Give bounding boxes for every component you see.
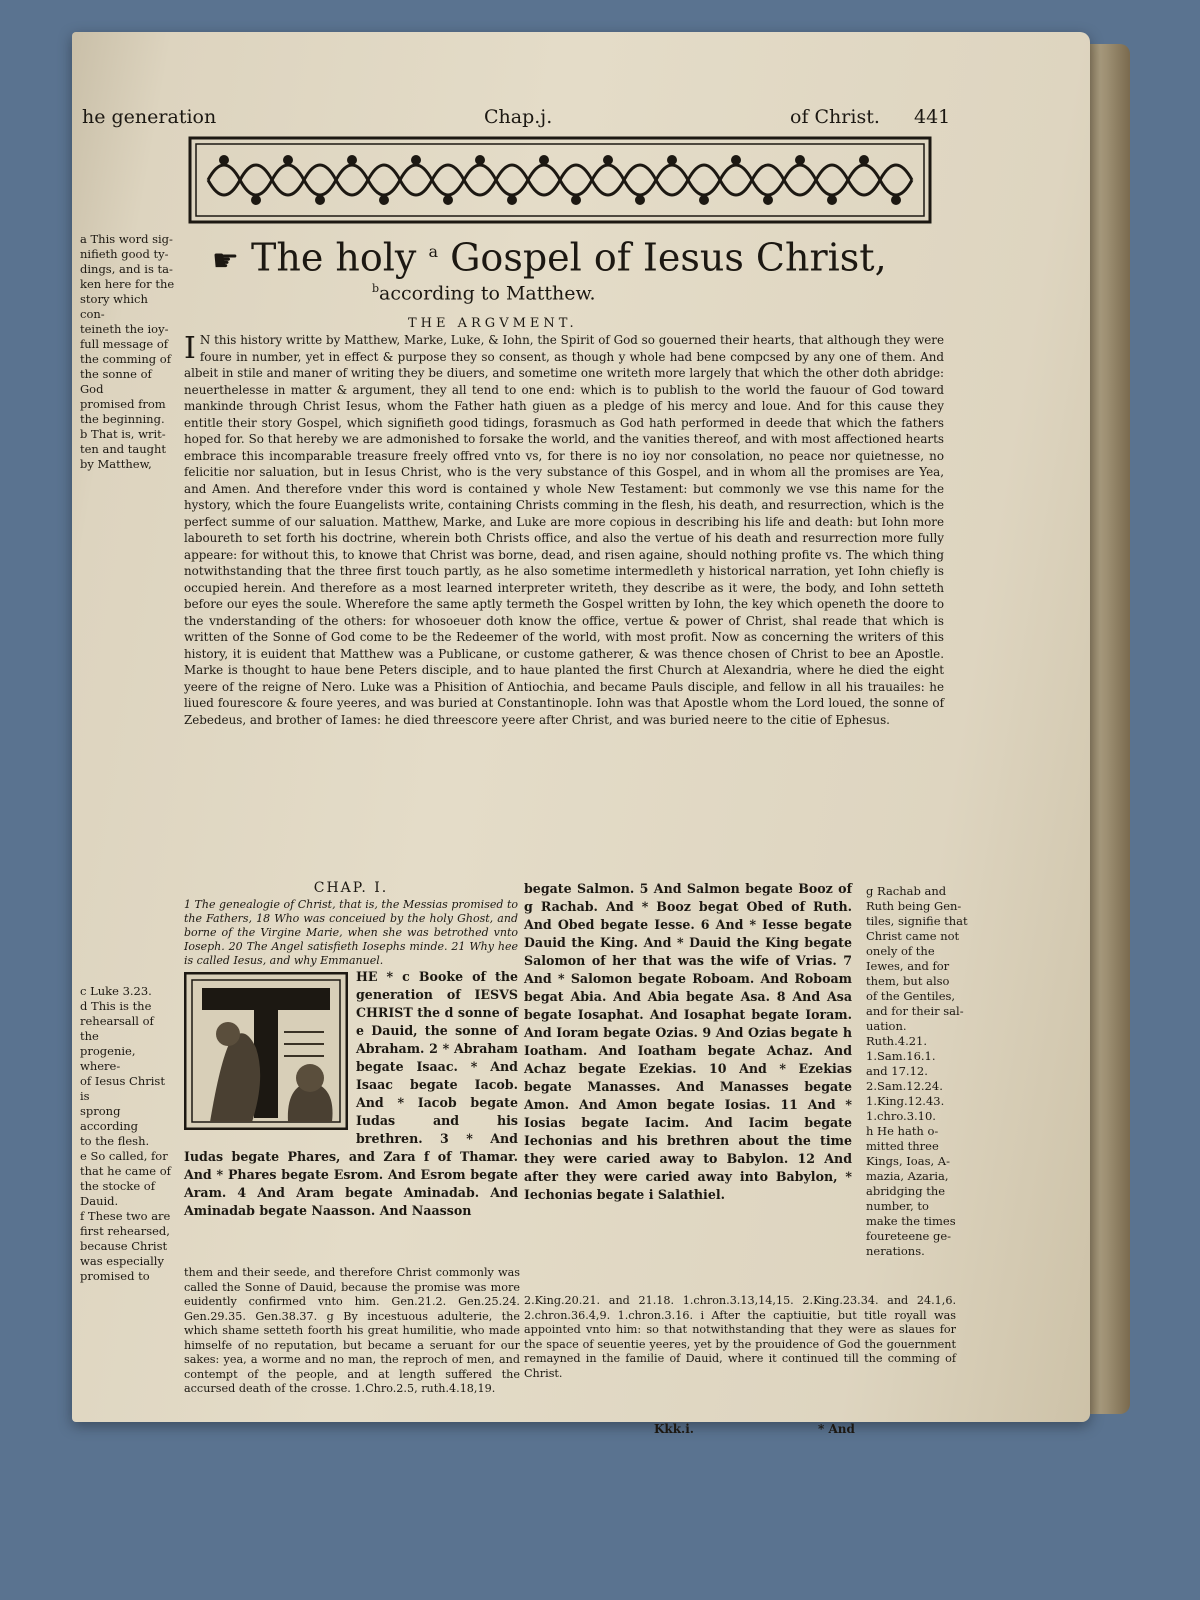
margin-note-line: them, but also: [866, 974, 950, 988]
margin-note-line: of the Gentiles,: [866, 989, 956, 1003]
margin-note-line: mitted three: [866, 1139, 939, 1153]
folio-number: 441: [914, 106, 951, 128]
margin-note-line: the beginning.: [80, 412, 165, 426]
gospel-subtitle: [372, 282, 772, 304]
margin-note-line: tiles, signifie that: [866, 914, 968, 928]
pointing-hand-icon: ☛: [212, 243, 239, 279]
margin-note-line: promised from: [80, 397, 166, 411]
margin-note-line: dings, and is ta-: [80, 262, 173, 276]
margin-note-line: ken here for the: [80, 277, 175, 291]
chapter-verses-left: HE * c Booke of the generation of IESVS CHRIST the d sonne of e Dauid, the sonne of Abraham. 2 * Abraham begate Isaac. * And Isaac begate Iacob. And * Iacob begate Iudas and his brethren. 3 * And Iudas begate Phares, and Zara f of Thamar. And * Phares begate Esrom. And Esrom begate Aram. 4 And Aram begate Aminadab. And Aminadab begate Naasson. And Naasson: [184, 969, 518, 1218]
margin-note-line: d This is the: [80, 999, 152, 1013]
margin-note-line: onely of the: [866, 944, 935, 958]
margin-note-line: number, to: [866, 1199, 929, 1213]
margin-note-line: mazia, Azaria,: [866, 1169, 949, 1183]
running-head-right: of Christ.: [790, 106, 880, 128]
margin-note-line: make the times: [866, 1214, 956, 1228]
margin-note-line: teineth the ioy-: [80, 322, 169, 336]
margin-note-line: 1.King.12.43.: [866, 1094, 945, 1108]
text-column-right: [524, 880, 852, 1204]
margin-note-line: promised to: [80, 1269, 150, 1283]
margin-note-line: Iewes, and for: [866, 959, 950, 973]
margin-note-line: nifieth good ty-: [80, 247, 169, 261]
margin-note-line: and for their sal-: [866, 1004, 964, 1018]
margin-note-line: f These two are: [80, 1209, 171, 1223]
argument-body: [184, 332, 944, 728]
margin-note-line: was especially: [80, 1254, 164, 1268]
argument-text: N this history writte by Matthew, Marke, Luke, & Iohn, the Spirit of God so gouerned their hearts, that although they were foure in number, yet in effect & purpose they so consent, as though y whole had bene compcsed by any one of them. And albeit in stile and maner of writing they be diuers, and sometime one writeth more largely that which the other doth abridge: neuerthelesse in matter & argument, they all tend to one end: which is to publish to the world the fauour of God toward mankinde through Christ Iesus, whom the Father hath giuen as a pledge of his mercy and loue. And for this cause they entitle their story Gospel, which signifieth good tidings, forasmuch as God hath performed in deede that which the fathers hoped for. So that hereby we are admonished to forsake the world, and the vanities thereof, and with most affectioned hearts embrace this incomparable treasure freely offred vnto vs, for there is no ioy nor consolation, no peace nor quietnesse, no felicitie nor saluation, but in Iesus Christ, who is the very substance of this Gospel, and in whom all the promises are Yea, and Amen. And therefore vnder this word is contained y whole New Testament: but commonly we vse this name for the hystory, which the foure Euangelists write, containing Christs comming in the flesh, his death, and resurrection, which is the perfect summe of our saluation. Matthew, Marke, and Luke are more copious in describing his life and death: but Iohn more laboureth to set forth his doctrine, wherein both Christs office, and also the vertue of his death and resurrection more fully appeare: for without this, to knowe that Christ was borne, dead, and risen againe, should nothing profite vs. The which thing notwithstanding that the three first touch partly, as he also sometime intermedleth y historical narration, yet Iohn chiefly is occupied herein. And therefore as a most learned interpreter writeth, they describe as it were, the body, and Iohn setteth before our eyes the soule. Wherefore the same aptly termeth the Gospel written by Iohn, the key which openeth the doore to the vnderstanding of the others: for whosoeuer doth know the office, vertue & power of Christ, shal reade that which is written of the Sonne of God come to be the Redeemer of the world, with most profit. Now as concerning the writers of this history, it is euident that Matthew was a Publicane, or custome gatherer, & was thence chosen of Christ to bee an Apostle. Marke is thought to haue bene Peters disciple, and to haue planted the first Church at Alexandria, where he died the eight yeere of the reigne of Nero. Luke was a Phisition of Antiochia, and became Pauls disciple, and fellow in all his trauailes: he liued fourescore & foure yeeres, and was buried at Constantinople. Iohn was that Apostle whom the Lord loued, the sonne of Zebedeus, and brother of Iames: he died threescore yeere after Christ, and was buried neere to the citie of Ephesus.: [184, 333, 944, 727]
footnote-right: 2.King.20.21. and 21.18. 1.chron.3.13,14,15. 2.King.23.34. and 24.1,6. 2.chron.36.4,9. 1.chron.3.16. i After the captiuitie, but title royall was appointed vnto him: so that notwithstanding that they were as slaues for the space of seuentie yeeres, yet by the prouidence of God the gouernment remayned in the familie of Dauid, where it continued till the comming of Christ.: [524, 1294, 956, 1380]
footnote-left: them and their seede, and therefore Christ commonly was called the Sonne of Dauid, because the promise was more euidently confirmed vnto him. Gen.21.2. Gen.25.24. Gen.29.35. Gen.38.37. g By incestuous adulterie, the which shame setteth foorth his great humilitie, who made himselfe of no reputation, but became a seruant for our sakes: yea, a worme and no man, the reproch of men, and contempt of the people, and at length suffered the accursed death of the crosse. 1.Chro.2.5, ruth.4.18,19.: [184, 1266, 520, 1395]
margin-note-line: Ruth being Gen-: [866, 899, 962, 913]
running-head-chapter: Chap.j.: [484, 106, 553, 128]
margin-note-line: story which con-: [80, 292, 148, 321]
margin-note-line: a This word sig-: [80, 232, 173, 246]
catchword: * And: [818, 1422, 855, 1436]
margin-note-line: of Iesus Christ is: [80, 1074, 165, 1103]
margin-note-line: first rehearsed,: [80, 1224, 170, 1238]
margin-note-line: and 17.12.: [866, 1064, 928, 1078]
margin-note-line: 1.chro.3.10.: [866, 1109, 936, 1123]
signature-mark: Kkk.i.: [654, 1422, 694, 1436]
chapter-verses-right: begate Salmon. 5 And Salmon begate Booz of g Rachab. And * Booz begat Obed of Ruth. And Obed begate Iesse. 6 And * Iesse begate Dauid the King. And * Dauid the King begate Salomon of her that was the wife of Vrias. 7 And * Salomon begate Roboam. And Roboam begat Abia. And Abia begate Asa. 8 And Asa begate Iosaphat. And Iosaphat begate Ioram. And Ioram begate Ozias. 9 And Ozias begate h Ioatham. And Ioatham begate Achaz. And Achaz begate Ezekias. 10 And * Ezekias begate Manasses. And Manasses begate Amon. And Amon begate Iosias. 11 And * Iosias begate Iacim. And Iacim begate Iechonias and his brethren about the time they were caried away to Babylon. 12 And after they were caried away into Babylon, * Iechonias begate i Salathiel.: [524, 881, 852, 1202]
left-margin-notes-top: [80, 232, 176, 472]
margin-note-line: full message of: [80, 337, 169, 351]
margin-note-line: nerations.: [866, 1244, 925, 1258]
gospel-title: [212, 228, 932, 286]
margin-note-line: abridging the: [866, 1184, 946, 1198]
margin-note-line: g Rachab and: [866, 884, 947, 898]
chapter-summary: 1 The genealogie of Christ, that is, the Messias promised to the Fathers, 18 Who was conceiued by the holy Ghost, and borne of the Virgine Marie, when she was betrothed vnto Ioseph. 20 The Angel satisfieth Iosephs minde. 21 Why hee is called Iesus, and why Emmanuel.: [184, 898, 518, 967]
margin-note-line: foureteene ge-: [866, 1229, 952, 1243]
margin-note-line: the comming of: [80, 352, 171, 366]
chapter-heading: CHAP. I.: [313, 880, 389, 896]
margin-note-line: uation.: [866, 1019, 907, 1033]
subtitle-note-mark: b: [372, 282, 380, 295]
argument-heading: THE ARGVMENT.: [408, 316, 578, 331]
running-head-left: he generation: [82, 106, 217, 128]
text-column-left: [184, 880, 518, 1220]
left-margin-notes-bottom: [80, 984, 176, 1284]
margin-note-line: sprong according: [80, 1104, 138, 1133]
historiated-initial-woodcut: [184, 972, 348, 1130]
right-margin-notes: [866, 884, 988, 1259]
book-page: [72, 32, 1090, 1436]
margin-note-line: the stocke of: [80, 1179, 155, 1193]
margin-note-line: because Christ: [80, 1239, 168, 1253]
margin-note-line: ten and taught: [80, 442, 167, 456]
subtitle-text: according to Matthew.: [379, 282, 596, 305]
margin-note-line: Dauid.: [80, 1194, 119, 1208]
argument-dropcap: I: [184, 331, 196, 366]
margin-note-line: c Luke 3.23.: [80, 984, 152, 998]
margin-note-line: by Matthew,: [80, 457, 152, 471]
margin-note-line: Ruth.4.21.: [866, 1034, 928, 1048]
margin-note-line: rehearsall of the: [80, 1014, 154, 1043]
margin-note-line: e So called, for: [80, 1149, 168, 1163]
title-text-part1: The holy: [251, 235, 429, 280]
margin-note-line: Christ came not: [866, 929, 960, 943]
margin-note-line: to the flesh.: [80, 1134, 150, 1148]
title-note-mark: a: [428, 242, 438, 261]
ornamental-headpiece: [188, 134, 932, 226]
margin-note-line: b That is, writ-: [80, 427, 166, 441]
title-text-part2: Gospel of Iesus Christ,: [438, 235, 887, 280]
margin-note-line: 1.Sam.16.1.: [866, 1049, 936, 1063]
margin-note-line: progenie, where-: [80, 1044, 136, 1073]
margin-note-line: the sonne of God: [80, 367, 152, 396]
margin-note-line: h He hath o-: [866, 1124, 939, 1138]
margin-note-line: 2.Sam.12.24.: [866, 1079, 943, 1093]
margin-note-line: Kings, Ioas, A-: [866, 1154, 950, 1168]
margin-note-line: that he came of: [80, 1164, 171, 1178]
